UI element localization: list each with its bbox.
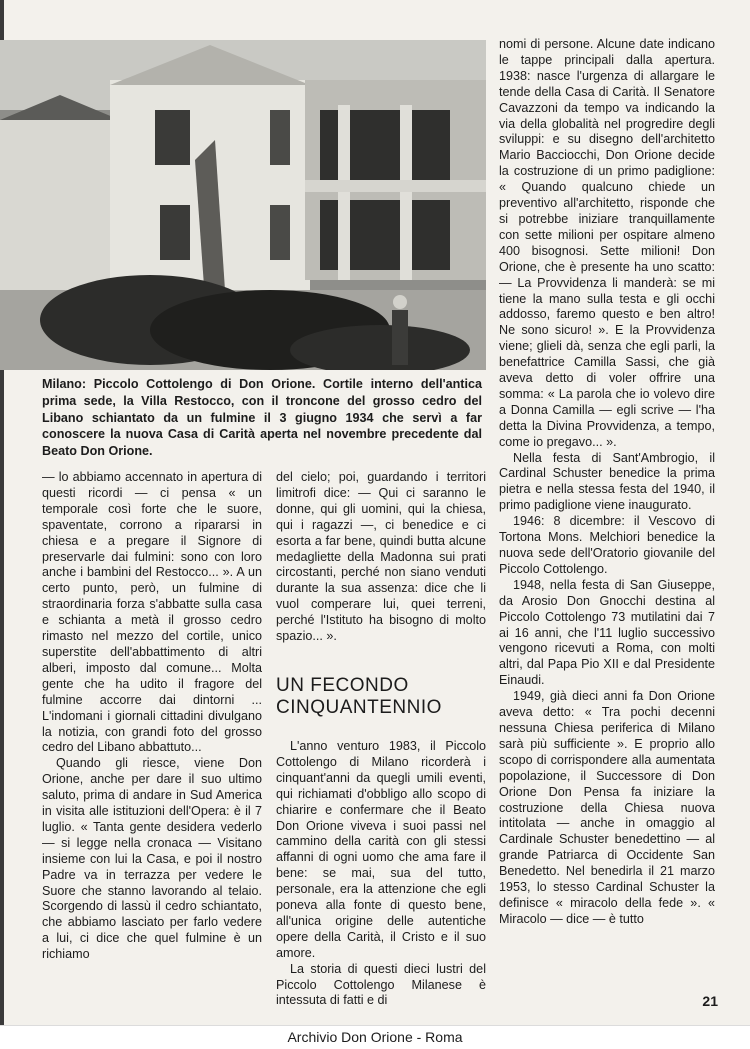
- column3-paragraph: 1946: 8 dicembre: il Vescovo di Tortona Mons. Melchiori benedice la nuova sede dell'Oratorio giovanile del Piccolo Cottolengo.: [499, 514, 715, 576]
- column1-paragraph: Quando gli riesce, viene Don Orione, anche per dare il suo ultimo saluto, prima di andare in Sud America in visita alle istituzioni dell'Opera: è il 7 luglio. « Tanta gente desidera vederlo — si legge nella cronaca — Visitano insieme con lui la Casa, e poi il nostro Padre va in terrazza per vedere le Suore che stanno lavorando al telaio. Scorgendo di lassù il cedro schiantato, che abbiamo lasciato per farlo vedere a lui, ci dice che quel fulmine è un richiamo: [42, 756, 262, 962]
- column3-paragraph: 1948, nella festa di San Giuseppe, da Arosio Don Gnocchi destina al Piccolo Cottolengo 73 mutilatini dai 7 ai 16 anni, che l'11 luglio successivo vengono ricevuti a Roma, con molti altri, dal Papa Pio XII e dal Presidente Einaudi.: [499, 577, 715, 688]
- column2-paragraph: L'anno venturo 1983, il Piccolo Cottolengo di Milano ricorderà i cinquant'anni da quegli umili eventi, qui richiamati d'obbligo allo scopo di chiarire e confermare che il Beato Don Orione viveva i suoi passi nel cammino della carità con gli stessi affanni di ogni uomo che ama fare il bene: se mai, sua del tutto, personale, era la attenzione che egli poneva alla fonte di questo bene, all'unica origine delle autentiche opere della Carità, il Cristo e il suo amore.: [276, 738, 486, 960]
- page-number: 21: [702, 993, 718, 1009]
- courtyard-photo: [0, 40, 486, 370]
- column3-paragraph: nomi di persone. Alcune date indicano le tappe principali dalla apertura. 1938: nasce l'urgenza di allargare le tende della Casa di Carità. Il Senatore Cavazzoni da tempo va indicando la via della globalità nel progredire degli sviluppi: e su disegno dell'architetto Mario Bacciocchi, Don Orione decide la costruzione di un primo padiglione: « Quando qualcuno chiede un preventivo all'architetto, risponde che si potrebbe iniziare tranquillamente con sette milioni per ospitare almeno 400 bisognosi. Sette milioni! Don Orione, che è presente ha uno scatto: — La Provvidenza li manderà: se mi tiene la mano sulla testa e gli occhi addosso, faremo questo e ben altro! Ne sono sicuro! ». E la Provvidenza viene; glieli dà, senza che egli parli, la benefattrice Camilla Sassi, che già aveva detto di voler offrire una somma: « La parola che io volevo dire a Donna Camilla — egli scrive — l'ha detta la Divina Provvidenza, a tempo, come io pregavo... ».: [499, 37, 715, 449]
- article-column-1: [42, 470, 262, 963]
- article-column-2: [276, 470, 486, 1009]
- photo-courtyard-fallen-cedar-icon: [0, 40, 486, 370]
- archive-footer: Archivio Don Orione - Roma: [0, 1025, 750, 1049]
- column2-paragraph: del cielo; poi, guardando i territori limitrofi dice: — Qui ci saranno le donne, qui gli uomini, qui la chiesa, qui i ragazzi —, ci benedice e ci esorta a far bene, quindi butta alcune medagliette della Madonna sui prati circostanti, perché non siano venduti durante la sua assenza: dice che li vuol comperare lui, quei terreni, perché l'Istituto ha bisogno di molto spazio... ».: [276, 470, 486, 644]
- column3-paragraph: 1949, già dieci anni fa Don Orione aveva detto: « Tra pochi decenni nessuna Chiesa periferica di Milano sarà più sufficiente ». E proprio allo scopo di corrispondere alla aumentata popolazione, il Successore di Don Orione Don Pensa fa iniziare la costruzione della Chiesa nuova intitolata — anche in omaggio al Cardinale Schuster benedettino — al grande Patriarca di Occidente San Benedetto. Nel benedirla il 21 marzo 1953, lo stesso Cardinal Schuster la definisce « miracolo della fede ». « Miracolo — dice — è tutto: [499, 689, 715, 926]
- article-column-3: [499, 37, 715, 928]
- column3-paragraph: Nella festa di Sant'Ambrogio, il Cardinal Schuster benedice la prima pietra e nella stessa festa del 1940, il primo padiglione viene inaugurato.: [499, 450, 715, 513]
- section-title: UN FECONDO CINQUANTENNIO: [276, 674, 442, 718]
- column1-paragraph: — lo abbiamo accennato in apertura di questi ricordi — ci pensa « un temporale così forte che le suore, spaventate, corrono a ripararsi in chiesa e a pregare il Signore di preservarle dai fulmini: sono con loro anche i bambini del Restocco... ». A un certo punto, però, un fulmine di straordinaria forza s'abbatte sulla casa e schianta a metà il grosso cedro rimasto nel mezzo del cortile, unico superstite dell'abbattimento di altri alberi, imposto dal comune... Molta gente che ha udito il fragore del fulmine accorre dai dintorni ... L'indomani i giornali cittadini divulgano la notizia, con grandi foto del grosso cedro del Libano abbattuto...: [42, 470, 262, 755]
- column2-paragraph: La storia di questi dieci lustri del Piccolo Cottolengo Milanese è intessuta di fatti e di: [276, 961, 486, 1008]
- photo-caption: Milano: Piccolo Cottolengo di Don Orione. Cortile interno dell'antica prima sede, la Villa Restocco, con il troncone del grosso cedro del Libano schiantato da un fulmine il 3 giugno 1934 che servì a far conoscere la nuova Casa di Carità aperta nel novembre precedente dal Beato Don Orione.: [42, 377, 482, 459]
